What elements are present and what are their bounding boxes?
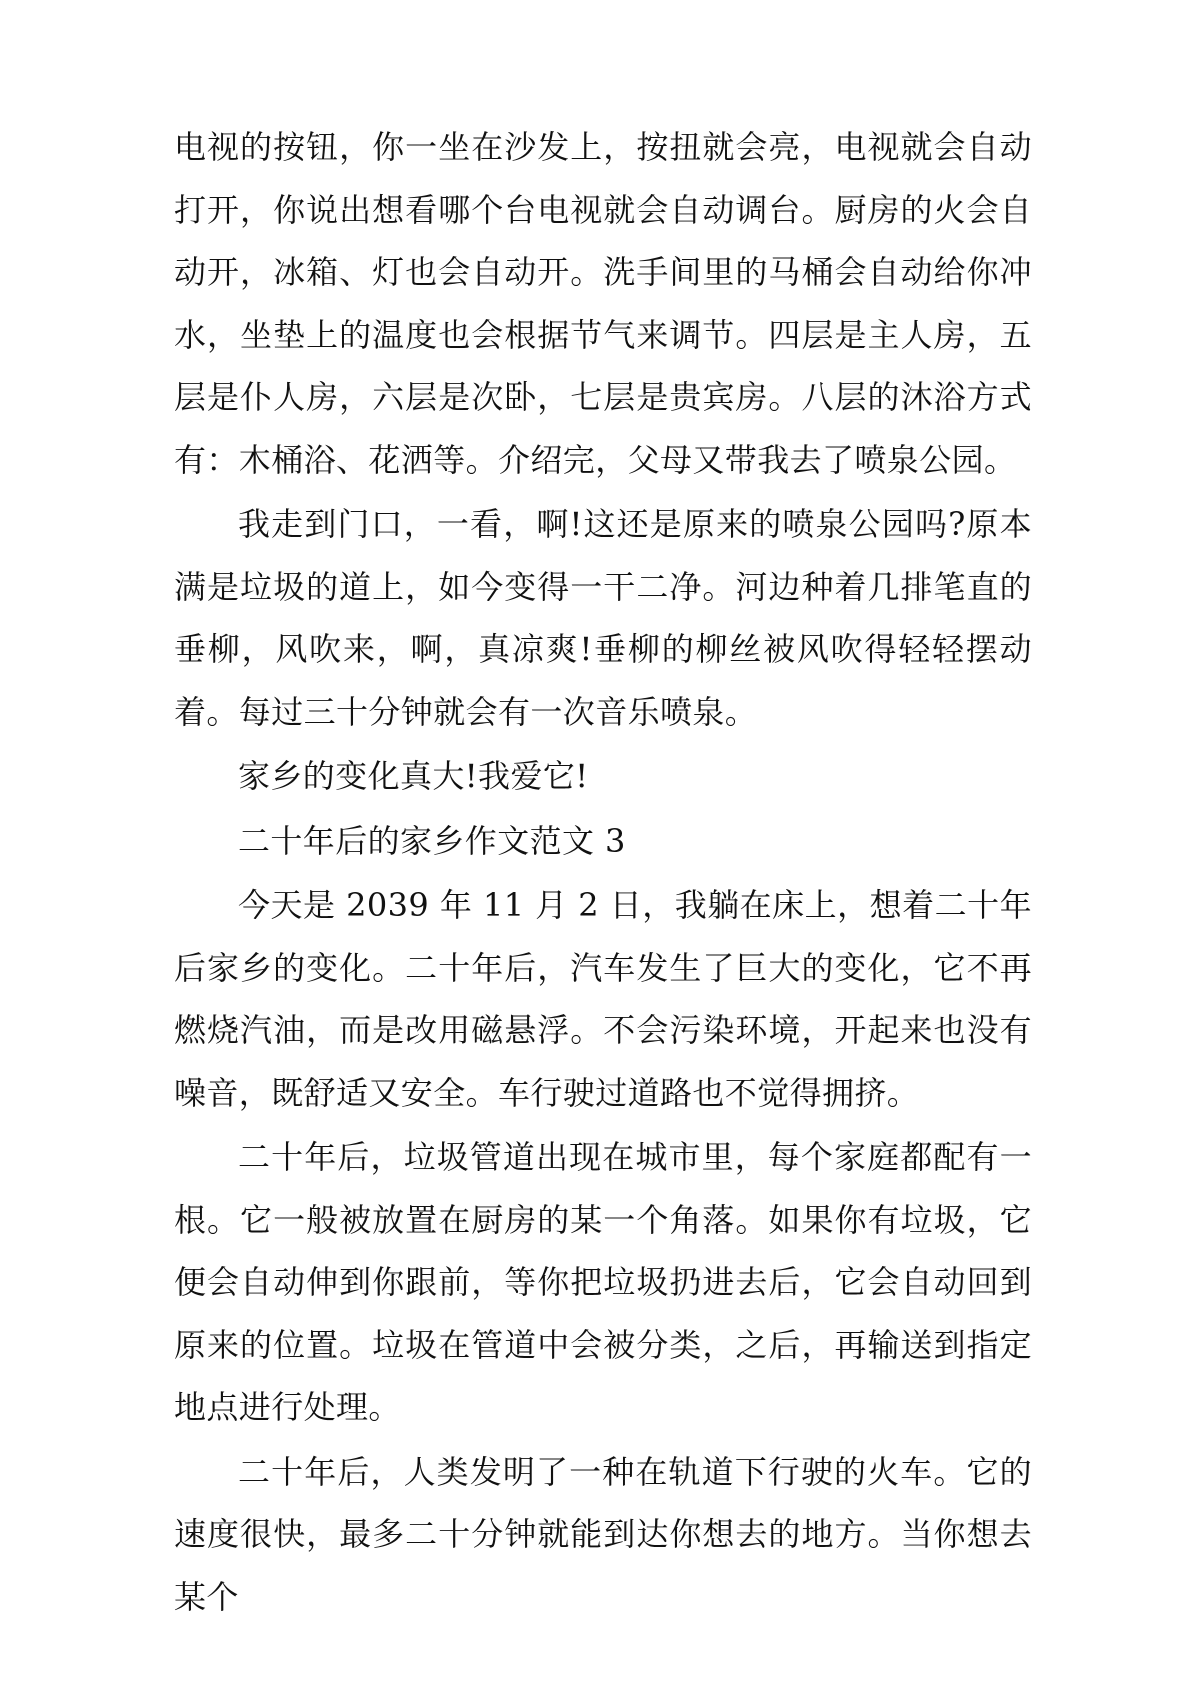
paragraph-2: 我走到门口，一看，啊!这还是原来的喷泉公园吗?原本满是垃圾的道上，如今变得一干二净。河边种着几排笔直的垂柳，风吹来，啊，真凉爽!垂柳的柳丝被风吹得轻轻摆动着。每过三十分钟就会有一次音乐喷泉。 <box>174 505 1032 731</box>
paragraph-3: 家乡的变化真大!我爱它! <box>238 757 589 795</box>
paragraph-6: 二十年后，人类发明了一种在轨道下行驶的火车。它的速度很快，最多二十分钟就能到达你想去的地方。当你想去某个 <box>174 1452 1032 1616</box>
paragraph-5: 二十年后，垃圾管道出现在城市里，每个家庭都配有一根。它一般被放置在厨房的某一个角落。如果你有垃圾，它便会自动伸到你跟前，等你把垃圾扔进去后，它会自动回到原来的位置。垃圾在管道中会被分类，之后，再输送到指定地点进行处理。 <box>174 1138 1032 1426</box>
paragraph-1: 电视的按钮，你一坐在沙发上，按扭就会亮，电视就会自动打开，你说出想看哪个台电视就会自动调台。厨房的火会自动开，冰箱、灯也会自动开。洗手间里的马桶会自动给你冲水，坐垫上的温度也会根据节气来调节。四层是主人房，五层是仆人房，六层是次卧，七层是贵宾房。八层的沐浴方式有：木桶浴、花洒等。介绍完，父母又带我去了喷泉公园。 <box>174 128 1032 479</box>
document-body <box>174 116 1032 1628</box>
paragraph-4: 今天是 2039 年 11 月 2 日，我躺在床上，想着二十年后家乡的变化。二十年后，汽车发生了巨大的变化，它不再燃烧汽油，而是改用磁悬浮。不会污染环境，开起来也没有噪音，既舒适又安全。车行驶过道路也不觉得拥挤。 <box>174 886 1032 1112</box>
section-heading: 二十年后的家乡作文范文 3 <box>238 821 626 860</box>
